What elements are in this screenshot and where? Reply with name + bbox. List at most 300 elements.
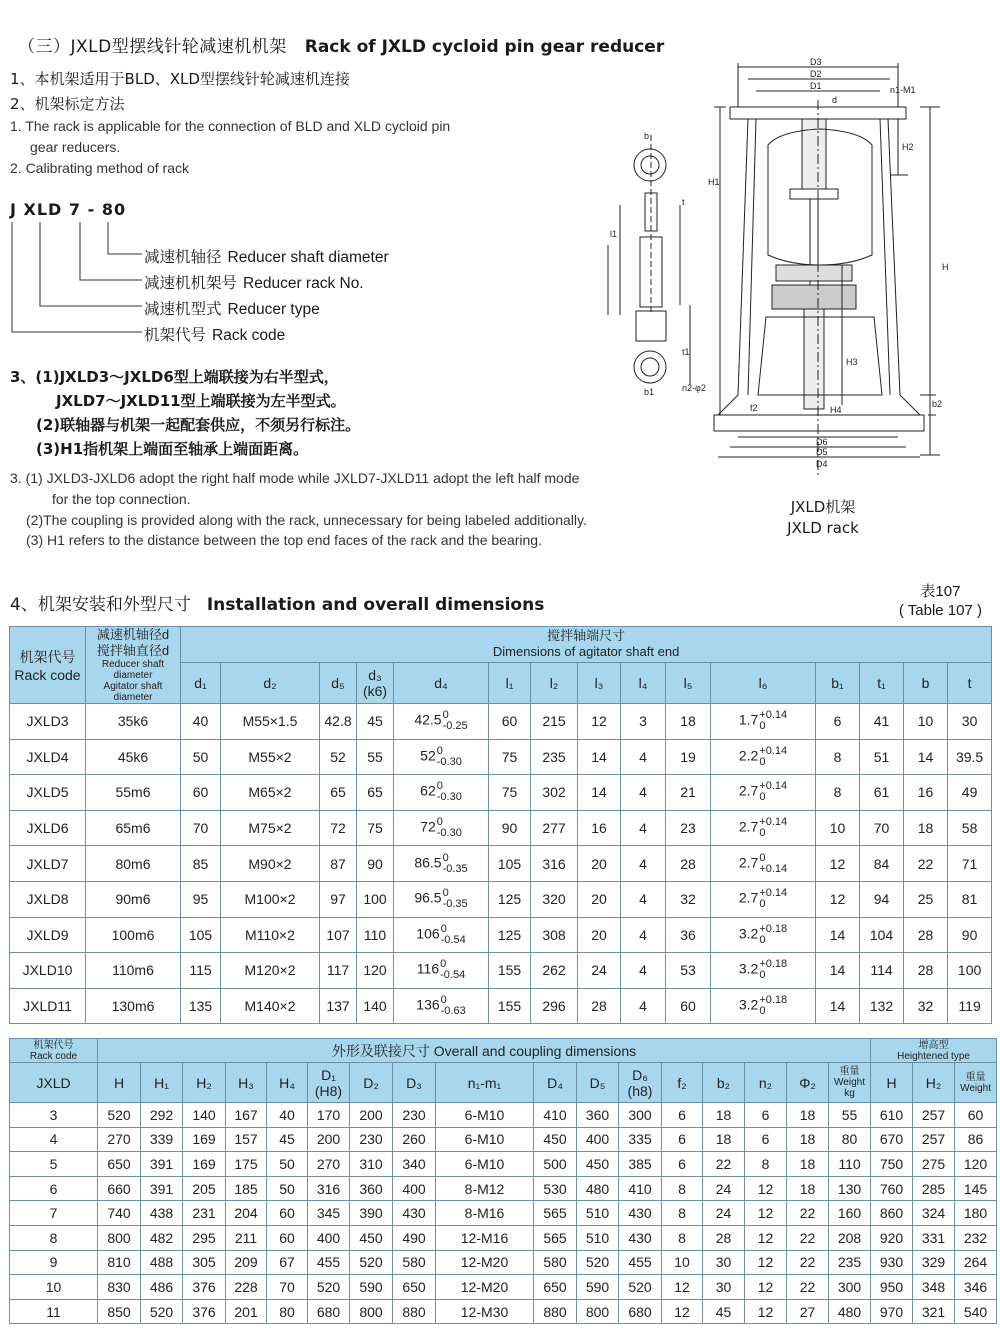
drawing-caption-cn: JXLD机架 <box>790 498 856 516</box>
t2-cell-n1m1: 8-M16 <box>436 1201 534 1226</box>
t1-cell-t: 100 <box>948 953 992 989</box>
t1-cell-d1: 115 <box>181 953 221 989</box>
t1-cell-t: 58 <box>948 810 992 846</box>
t2-cell-H3: 209 <box>226 1250 267 1275</box>
t2-cell-jxld: 10 <box>10 1275 98 1300</box>
legend-item-code: 机架代号 Rack code <box>144 326 286 344</box>
t2-cell-H: 800 <box>98 1225 141 1250</box>
t1-cell-l3: 20 <box>578 881 621 917</box>
t1-col-d4: d₄ <box>394 662 489 703</box>
t1-cell-b: 16 <box>904 775 948 811</box>
t1-cell-d5: 117 <box>320 953 357 989</box>
t2-cell-H3: 175 <box>226 1152 267 1177</box>
table-row <box>10 739 992 775</box>
t2-cell-H: 830 <box>98 1275 141 1300</box>
t2-cell-n2: 6 <box>745 1127 787 1152</box>
t2-cell-D4: 500 <box>534 1152 577 1177</box>
t1-cell-l6: 2.7 +0.14 0 <box>711 881 816 917</box>
t2-cell-jxld: 7 <box>10 1201 98 1226</box>
t1-cell-d2: M65×2 <box>221 775 320 811</box>
t1-header-rack: 机架代号 Rack code <box>10 627 86 704</box>
t1-cell-t1: 94 <box>860 881 904 917</box>
t2-cell-H4: 60 <box>267 1225 308 1250</box>
t1-cell-b1: 10 <box>816 810 860 846</box>
t1-cell-l6: 2.2 +0.14 0 <box>711 739 816 775</box>
t1-cell-b: 10 <box>904 704 948 740</box>
t2-cell-D2: 310 <box>350 1152 393 1177</box>
t2-cell-D5: 360 <box>577 1103 619 1128</box>
t2-col-weight: 重量 Weight kg <box>829 1063 871 1103</box>
note-en-a: 3. (1) JXLD3-JXLD6 adopt the right half mode while JXLD7-JXLD11 adopt the left half mode <box>10 470 580 486</box>
t2-cell-weight-high: 232 <box>955 1225 997 1250</box>
t2-cell-D4: 450 <box>534 1127 577 1152</box>
t1-cell-rack: JXLD6 <box>10 810 86 846</box>
t1-cell-d3: 120 <box>357 953 394 989</box>
t2-cell-D3: 580 <box>393 1250 436 1275</box>
t2-cell-phi2: 27 <box>787 1299 829 1324</box>
t2-col-H3: H₃ <box>226 1063 267 1103</box>
t2-cell-D1: 170 <box>308 1103 350 1128</box>
label-D6: D6 <box>816 437 828 447</box>
t1-cell-l3: 28 <box>578 988 621 1024</box>
t1-cell-d1: 105 <box>181 917 221 953</box>
t2-cell-phi2: 22 <box>787 1225 829 1250</box>
t2-col-n1m1: n₁-m₁ <box>436 1063 534 1103</box>
t2-cell-H4: 60 <box>267 1201 308 1226</box>
t2-col-phi2: Φ₂ <box>787 1063 829 1103</box>
label-b1: b1 <box>644 387 655 397</box>
t2-cell-H1: 520 <box>141 1299 183 1324</box>
t2-cell-D5: 480 <box>577 1176 619 1201</box>
t1-cell-b1: 14 <box>816 953 860 989</box>
t1-cell-d1: 60 <box>181 775 221 811</box>
t2-cell-b2: 18 <box>703 1103 745 1128</box>
t1-cell-l6: 2.7 0 +0.14 <box>711 846 816 882</box>
t2-cell-n2: 8 <box>745 1152 787 1177</box>
t2-cell-f2: 8 <box>662 1225 703 1250</box>
t1-cell-t1: 104 <box>860 917 904 953</box>
t2-cell-f2: 12 <box>662 1299 703 1324</box>
t2-cell-n1m1: 12-M20 <box>436 1250 534 1275</box>
t1-cell-d3: 100 <box>357 881 394 917</box>
t2-cell-D2: 230 <box>350 1127 393 1152</box>
t1-cell-t1: 114 <box>860 953 904 989</box>
t1-cell-d4: 42.5 0 -0.25 <box>394 704 489 740</box>
table-row <box>10 775 992 811</box>
t2-cell-b2: 24 <box>703 1176 745 1201</box>
t1-cell-d4: 116 0 -0.54 <box>394 953 489 989</box>
t2-cell-D3: 260 <box>393 1127 436 1152</box>
table-row <box>10 917 992 953</box>
drawing-caption-en: JXLD rack <box>787 519 859 537</box>
t1-cell-t: 90 <box>948 917 992 953</box>
t2-col-weight-high: 重量 Weight <box>955 1063 997 1103</box>
t1-col-l2: l₂ <box>531 662 578 703</box>
t1-cell-l2: 308 <box>531 917 578 953</box>
t2-col-D1: D₁ (H8) <box>308 1063 350 1103</box>
t2-cell-D4: 530 <box>534 1176 577 1201</box>
t1-cell-d5: 97 <box>320 881 357 917</box>
intro-en-1a: 1. The rack is applicable for the connection of BLD and XLD cycloid pin <box>10 118 451 134</box>
title-cn: （三）JXLD型摆线针轮减速机机架 <box>18 37 287 57</box>
t2-cell-n1m1: 12-M16 <box>436 1225 534 1250</box>
t1-cell-shaft: 55m6 <box>86 775 181 811</box>
t2-cell-D3: 430 <box>393 1201 436 1226</box>
t2-cell-b2: 30 <box>703 1275 745 1300</box>
t1-cell-l2: 215 <box>531 704 578 740</box>
t2-cell-D2: 520 <box>350 1250 393 1275</box>
t1-col-t: t <box>948 662 992 703</box>
table-row <box>10 1176 997 1201</box>
t2-cell-weight-high: 264 <box>955 1250 997 1275</box>
t1-cell-d1: 135 <box>181 988 221 1024</box>
t2-cell-H-high: 970 <box>871 1299 913 1324</box>
table-row <box>10 1225 997 1250</box>
t2-col-D6: D₆ (h8) <box>619 1063 662 1103</box>
t1-cell-d3: 65 <box>357 775 394 811</box>
t1-cell-t: 39.5 <box>948 739 992 775</box>
table-row <box>10 1275 997 1300</box>
t1-cell-d2: M110×2 <box>221 917 320 953</box>
t2-cell-D6: 680 <box>619 1299 662 1324</box>
t2-cell-H1: 488 <box>141 1250 183 1275</box>
t1-cell-l1: 125 <box>489 881 531 917</box>
t1-cell-b: 32 <box>904 988 948 1024</box>
t2-cell-H2: 169 <box>183 1127 226 1152</box>
t2-cell-D3: 650 <box>393 1275 436 1300</box>
t1-cell-d3: 75 <box>357 810 394 846</box>
t2-cell-H4: 40 <box>267 1103 308 1128</box>
t2-cell-n1m1: 6-M10 <box>436 1152 534 1177</box>
t1-cell-d4: 96.5 0 -0.35 <box>394 881 489 917</box>
t2-cell-H2-high: 348 <box>913 1275 955 1300</box>
label-n2phi2: n2-φ2 <box>682 383 706 393</box>
t1-cell-b1: 8 <box>816 739 860 775</box>
t2-col-f2: f₂ <box>662 1063 703 1103</box>
t1-col-l1: l₁ <box>489 662 531 703</box>
t1-cell-l4: 4 <box>621 881 666 917</box>
t2-cell-D2: 200 <box>350 1103 393 1128</box>
table-row <box>10 1103 997 1128</box>
t2-cell-jxld: 6 <box>10 1176 98 1201</box>
label-b2: b2 <box>932 399 943 409</box>
t2-cell-f2: 6 <box>662 1103 703 1128</box>
t2-cell-H1: 391 <box>141 1152 183 1177</box>
t2-col-D5: D₅ <box>577 1063 619 1103</box>
t1-col-l6: l₆ <box>711 662 816 703</box>
t2-cell-H4: 80 <box>267 1299 308 1324</box>
label-d: d <box>832 95 838 105</box>
intro-en-1b: gear reducers. <box>30 139 121 155</box>
t2-cell-jxld: 5 <box>10 1152 98 1177</box>
t1-cell-d4: 106 0 -0.54 <box>394 917 489 953</box>
t2-cell-weight-high: 145 <box>955 1176 997 1201</box>
t2-col-H: H <box>98 1063 141 1103</box>
t2-cell-weight-high: 120 <box>955 1152 997 1177</box>
t1-cell-l4: 4 <box>621 917 666 953</box>
t2-cell-D4: 565 <box>534 1225 577 1250</box>
t2-cell-H2: 376 <box>183 1275 226 1300</box>
t2-cell-H2-high: 275 <box>913 1152 955 1177</box>
t2-col-jxld: JXLD <box>10 1063 98 1103</box>
t1-cell-b1: 12 <box>816 881 860 917</box>
t2-cell-phi2: 22 <box>787 1250 829 1275</box>
t1-col-d1: d₁ <box>181 662 221 703</box>
intro-cn-2: 2、机架标定方法 <box>10 95 125 113</box>
t2-cell-H: 850 <box>98 1299 141 1324</box>
t1-cell-l4: 4 <box>621 810 666 846</box>
t1-cell-l1: 155 <box>489 988 531 1024</box>
t2-cell-weight: 110 <box>829 1152 871 1177</box>
t1-cell-l2: 277 <box>531 810 578 846</box>
label-D4: D4 <box>816 459 828 469</box>
t1-cell-b: 14 <box>904 739 948 775</box>
t2-cell-weight-high: 86 <box>955 1127 997 1152</box>
t1-cell-d1: 95 <box>181 881 221 917</box>
t2-cell-D1: 400 <box>308 1225 350 1250</box>
t1-cell-t: 71 <box>948 846 992 882</box>
t2-cell-H1: 486 <box>141 1275 183 1300</box>
t2-col-D3: D₃ <box>393 1063 436 1103</box>
t2-cell-phi2: 18 <box>787 1127 829 1152</box>
legend-item-shaft: 减速机轴径 Reducer shaft diameter <box>144 248 389 266</box>
t2-cell-D6: 385 <box>619 1152 662 1177</box>
t2-cell-D2: 390 <box>350 1201 393 1226</box>
t1-header-shaft: 减速机轴径d 搅拌轴直径d Reducer shaft diameter Agitator shaft diameter <box>86 627 181 704</box>
t1-cell-d2: M55×2 <box>221 739 320 775</box>
t2-cell-H3: 167 <box>226 1103 267 1128</box>
t2-cell-D1: 520 <box>308 1275 350 1300</box>
t1-cell-rack: JXLD9 <box>10 917 86 953</box>
t1-cell-l5: 60 <box>666 988 711 1024</box>
t2-cell-D3: 340 <box>393 1152 436 1177</box>
t1-cell-t1: 51 <box>860 739 904 775</box>
t1-cell-rack: JXLD3 <box>10 704 86 740</box>
t1-cell-d4: 86.5 0 -0.35 <box>394 846 489 882</box>
label-D5: D5 <box>816 447 828 457</box>
t2-cell-H3: 201 <box>226 1299 267 1324</box>
t1-cell-d5: 52 <box>320 739 357 775</box>
t2-cell-H2-high: 321 <box>913 1299 955 1324</box>
t2-col-H2: H₂ <box>183 1063 226 1103</box>
t1-cell-t: 30 <box>948 704 992 740</box>
t1-cell-l6: 3.2 +0.18 0 <box>711 917 816 953</box>
t2-cell-H2: 295 <box>183 1225 226 1250</box>
label-b: b <box>644 131 650 141</box>
t2-cell-D3: 230 <box>393 1103 436 1128</box>
t1-cell-l5: 21 <box>666 775 711 811</box>
label-D1: D1 <box>810 81 822 91</box>
t1-cell-l4: 3 <box>621 704 666 740</box>
t1-cell-t1: 84 <box>860 846 904 882</box>
shaft-end-table <box>9 626 992 1024</box>
label-t1: t1 <box>682 347 690 357</box>
t2-cell-D4: 650 <box>534 1275 577 1300</box>
t1-cell-d5: 42.8 <box>320 704 357 740</box>
t2-cell-H2-high: 257 <box>913 1103 955 1128</box>
t1-cell-l2: 320 <box>531 881 578 917</box>
t1-cell-l3: 14 <box>578 739 621 775</box>
t1-cell-l1: 75 <box>489 775 531 811</box>
label-D2: D2 <box>810 69 822 79</box>
t2-cell-D1: 680 <box>308 1299 350 1324</box>
t1-cell-t1: 70 <box>860 810 904 846</box>
t1-cell-b: 28 <box>904 917 948 953</box>
t2-cell-b2: 45 <box>703 1299 745 1324</box>
t2-cell-b2: 24 <box>703 1201 745 1226</box>
t1-col-b: b <box>904 662 948 703</box>
t2-cell-f2: 6 <box>662 1152 703 1177</box>
t2-cell-D1: 270 <box>308 1152 350 1177</box>
t1-cell-rack: JXLD8 <box>10 881 86 917</box>
note-cn-d: (3)H1指机架上端面至轴承上端面距离。 <box>36 440 309 458</box>
t1-cell-b1: 12 <box>816 846 860 882</box>
t2-cell-H: 650 <box>98 1152 141 1177</box>
table-row <box>10 1299 997 1324</box>
t1-col-l3: l₃ <box>578 662 621 703</box>
t2-cell-H2: 376 <box>183 1299 226 1324</box>
t2-cell-H: 520 <box>98 1103 141 1128</box>
t1-cell-l4: 4 <box>621 953 666 989</box>
label-l1: l1 <box>610 229 618 239</box>
t2-cell-n1m1: 12-M30 <box>436 1299 534 1324</box>
t1-cell-b: 28 <box>904 953 948 989</box>
t2-cell-H: 740 <box>98 1201 141 1226</box>
t2-cell-H2: 205 <box>183 1176 226 1201</box>
t2-cell-jxld: 9 <box>10 1250 98 1275</box>
t2-cell-phi2: 22 <box>787 1275 829 1300</box>
label-H4: H4 <box>830 405 842 415</box>
label-H2: H2 <box>902 142 914 152</box>
t1-cell-d5: 65 <box>320 775 357 811</box>
note-en-d: (3) H1 refers to the distance between the top end faces of the rack and the bearing. <box>26 532 542 548</box>
t1-cell-d2: M100×2 <box>221 881 320 917</box>
t2-cell-n2: 12 <box>745 1275 787 1300</box>
t1-cell-b1: 14 <box>816 988 860 1024</box>
t2-cell-f2: 8 <box>662 1176 703 1201</box>
t2-cell-H2-high: 324 <box>913 1201 955 1226</box>
table-row <box>10 704 992 740</box>
t1-cell-l6: 2.7 +0.14 0 <box>711 775 816 811</box>
label-H1: H1 <box>708 177 720 187</box>
t1-cell-shaft: 80m6 <box>86 846 181 882</box>
t2-cell-D5: 800 <box>577 1299 619 1324</box>
t2-cell-weight: 130 <box>829 1176 871 1201</box>
t2-cell-n2: 12 <box>745 1250 787 1275</box>
t1-cell-l1: 125 <box>489 917 531 953</box>
t2-cell-H4: 67 <box>267 1250 308 1275</box>
intro-cn-1: 1、本机架适用于BLD、XLD型摆线针轮减速机连接 <box>10 70 350 88</box>
t2-cell-H: 270 <box>98 1127 141 1152</box>
t2-col-b2: b₂ <box>703 1063 745 1103</box>
t2-cell-H2: 169 <box>183 1152 226 1177</box>
t1-cell-shaft: 45k6 <box>86 739 181 775</box>
label-n1M1: n1-M1 <box>890 85 916 95</box>
t2-cell-n1m1: 8-M12 <box>436 1176 534 1201</box>
t1-cell-l2: 302 <box>531 775 578 811</box>
t2-cell-D6: 520 <box>619 1275 662 1300</box>
t1-cell-rack: JXLD4 <box>10 739 86 775</box>
t1-cell-rack: JXLD10 <box>10 953 86 989</box>
t2-cell-H2-high: 331 <box>913 1225 955 1250</box>
t1-cell-d2: M120×2 <box>221 953 320 989</box>
t2-cell-D3: 400 <box>393 1176 436 1201</box>
t2-cell-b2: 28 <box>703 1225 745 1250</box>
t2-col-H-high: H <box>871 1063 913 1103</box>
t1-cell-l3: 20 <box>578 917 621 953</box>
t1-cell-b1: 8 <box>816 775 860 811</box>
t2-cell-f2: 10 <box>662 1250 703 1275</box>
t1-cell-shaft: 35k6 <box>86 704 181 740</box>
t1-cell-d3: 45 <box>357 704 394 740</box>
t1-cell-d1: 50 <box>181 739 221 775</box>
label-f2: f2 <box>750 403 758 413</box>
page-title <box>18 32 664 57</box>
t2-cell-D4: 410 <box>534 1103 577 1128</box>
table-row <box>10 881 992 917</box>
overall-dimensions-table <box>9 1038 997 1324</box>
t2-cell-D1: 345 <box>308 1201 350 1226</box>
t2-cell-D6: 335 <box>619 1127 662 1152</box>
t2-cell-phi2: 18 <box>787 1152 829 1177</box>
t1-header-group: 搅拌轴端尺寸 Dimensions of agitator shaft end <box>181 627 992 663</box>
t2-cell-H1: 391 <box>141 1176 183 1201</box>
t2-cell-H3: 157 <box>226 1127 267 1152</box>
t2-cell-H3: 228 <box>226 1275 267 1300</box>
t2-col-H4: H₄ <box>267 1063 308 1103</box>
t1-cell-d3: 110 <box>357 917 394 953</box>
t2-cell-D4: 580 <box>534 1250 577 1275</box>
t2-header-heightened: 增高型 Heightened type <box>871 1039 997 1063</box>
t2-cell-n2: 12 <box>745 1201 787 1226</box>
table-row <box>10 988 992 1024</box>
t2-cell-jxld: 8 <box>10 1225 98 1250</box>
t2-cell-D5: 520 <box>577 1250 619 1275</box>
t2-cell-H-high: 950 <box>871 1275 913 1300</box>
t2-cell-D4: 880 <box>534 1299 577 1324</box>
t2-cell-H-high: 670 <box>871 1127 913 1152</box>
t1-col-d2: d₂ <box>221 662 320 703</box>
note-cn-a: 3、(1)JXLD3～JXLD6型上端联接为右半型式， <box>10 368 339 386</box>
t2-cell-f2: 12 <box>662 1275 703 1300</box>
t2-cell-n2: 12 <box>745 1225 787 1250</box>
t1-cell-l3: 14 <box>578 775 621 811</box>
t2-cell-weight: 300 <box>829 1275 871 1300</box>
t2-cell-H: 660 <box>98 1176 141 1201</box>
t1-cell-shaft: 90m6 <box>86 881 181 917</box>
t1-cell-l3: 12 <box>578 704 621 740</box>
t1-cell-l5: 28 <box>666 846 711 882</box>
t1-cell-shaft: 110m6 <box>86 953 181 989</box>
t2-cell-D5: 510 <box>577 1201 619 1226</box>
t2-col-H2-high: H₂ <box>913 1063 955 1103</box>
t2-cell-H-high: 860 <box>871 1201 913 1226</box>
code-example: J XLD 7 - 80 <box>10 200 127 219</box>
t2-cell-n2: 6 <box>745 1103 787 1128</box>
t2-header-group: 外形及联接尺寸 Overall and coupling dimensions <box>98 1039 871 1063</box>
t1-cell-l6: 1.7 +0.14 0 <box>711 704 816 740</box>
t1-col-d5: d₅ <box>320 662 357 703</box>
t2-cell-H-high: 610 <box>871 1103 913 1128</box>
note-en-b: for the top connection. <box>52 491 191 507</box>
t2-cell-jxld: 11 <box>10 1299 98 1324</box>
section4-title: 4、机架安装和外型尺寸 Installation and overall dimensions <box>10 595 545 615</box>
t1-cell-t: 81 <box>948 881 992 917</box>
t2-col-D2: D₂ <box>350 1063 393 1103</box>
t2-col-H1: H₁ <box>141 1063 183 1103</box>
t1-cell-d2: M90×2 <box>221 846 320 882</box>
t1-cell-l5: 53 <box>666 953 711 989</box>
